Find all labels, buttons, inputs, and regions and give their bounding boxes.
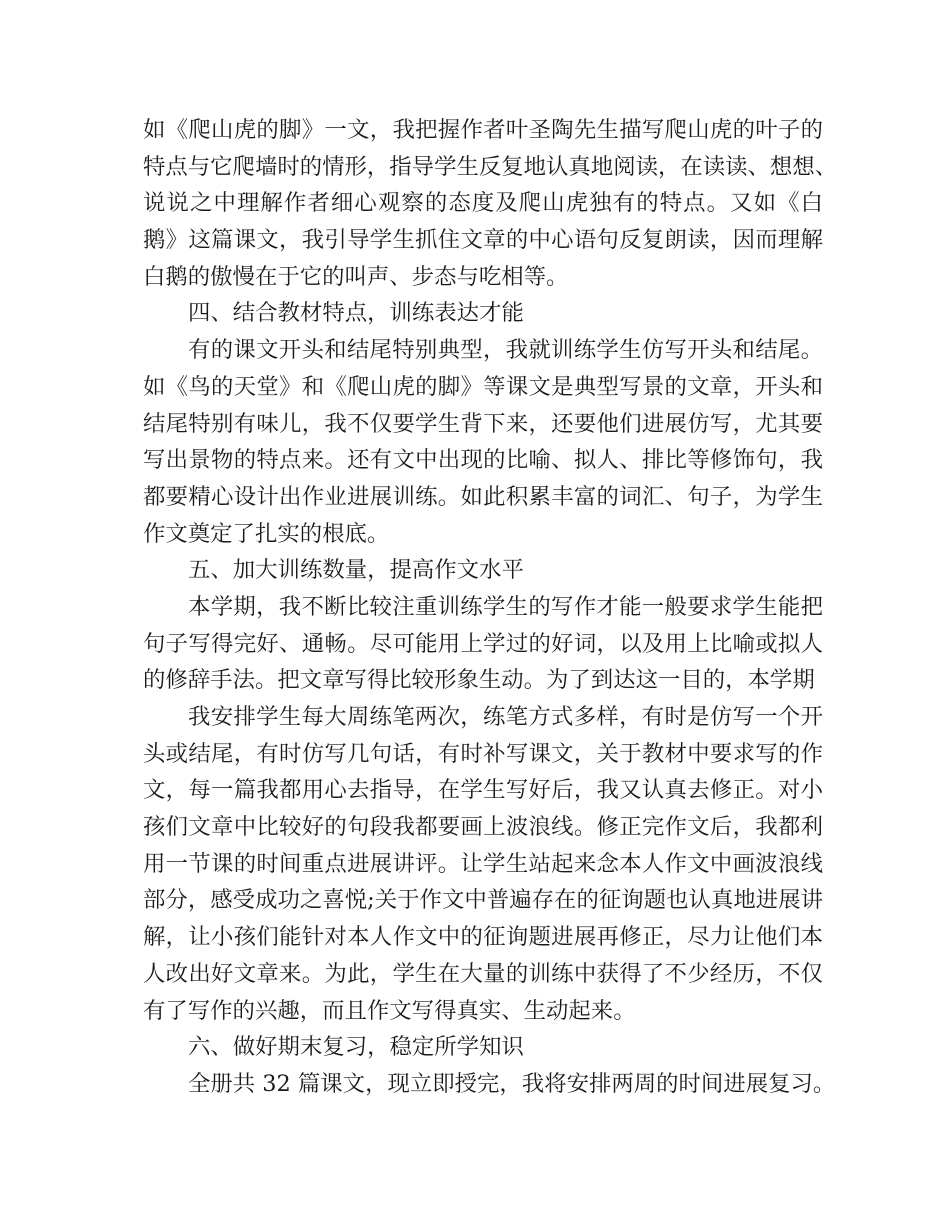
text-line: 有了写作的兴趣，而且作文写得真实、生动起来。: [143, 997, 636, 1024]
text-line: 句子写得完好、通畅。尽可能用上学过的好词，以及用上比喻或拟人: [143, 630, 823, 657]
text-line: 写出景物的特点来。还有文中出现的比喻、拟人、排比等修饰句，我: [143, 447, 823, 474]
text-line: 结尾特别有味儿，我不仅要学生背下来，还要他们进展仿写，尤其要: [143, 410, 823, 437]
text-line: 四、结合教材特点，训练表达才能: [188, 300, 524, 327]
document-body: [143, 112, 838, 1103]
text-line: 头或结尾，有时仿写几句话，有时补写课文，关于教材中要求写的作: [143, 740, 823, 767]
text-line: 都要精心设计出作业进展训练。如此积累丰富的词汇、句子，为学生: [143, 483, 823, 510]
text-line: 全册共 32 篇课文，现立即授完，我将安排两周的时间进展复习。: [188, 1070, 836, 1097]
text-line: 六、做好期末复习，稳定所学知识: [188, 1034, 524, 1061]
text-line: 解，让小孩们能针对本人作文中的征询题进展再修正，尽力让他们本: [143, 924, 823, 951]
text-line: 鹅》这篇课文，我引导学生抓住文章的中心语句反复朗读，因而理解: [143, 227, 823, 254]
text-line: 文，每一篇我都用心去指导，在学生写好后，我又认真去修正。对小: [143, 777, 823, 804]
text-line: 我安排学生每大周练笔两次，练笔方式多样，有时是仿写一个开: [188, 704, 823, 730]
text-line: 说说之中理解作者细心观察的态度及爬山虎独有的特点。又如《白: [143, 190, 823, 217]
text-line: 部分，感受成功之喜悦;关于作文中普遍存在的征询题也认真地进展讲: [143, 887, 823, 914]
text-line: 如《爬山虎的脚》一文，我把握作者叶圣陶先生描写爬山虎的叶子的: [143, 117, 823, 143]
text-line: 的修辞手法。把文章写得比较形象生动。为了到达这一目的，本学期: [143, 667, 815, 694]
text-line: 白鹅的傲慢在于它的叫声、步态与吃相等。: [143, 263, 569, 290]
text-line: 特点与它爬墙时的情形，指导学生反复地认真地阅读，在读读、想想、: [143, 153, 838, 180]
text-line: 作文奠定了扎实的根底。: [143, 520, 390, 547]
text-line: 用一节课的时间重点进展讲评。让学生站起来念本人作文中画波浪线: [143, 850, 823, 877]
text-line: 如《鸟的天堂》和《爬山虎的脚》等课文是典型写景的文章，开头和: [143, 373, 823, 400]
text-line: 本学期，我不断比较注重训练学生的写作才能一般要求学生能把: [188, 593, 823, 620]
text-line: 人改出好文章来。为此，学生在大量的训练中获得了不少经历，不仅: [143, 960, 823, 987]
text-line: 五、加大训练数量，提高作文水平: [188, 557, 524, 584]
text-line: 有的课文开头和结尾特别典型，我就训练学生仿写开头和结尾。: [188, 337, 823, 364]
text-line: 孩们文章中比较好的句段我都要画上波浪线。修正完作文后，我都利: [143, 814, 823, 841]
